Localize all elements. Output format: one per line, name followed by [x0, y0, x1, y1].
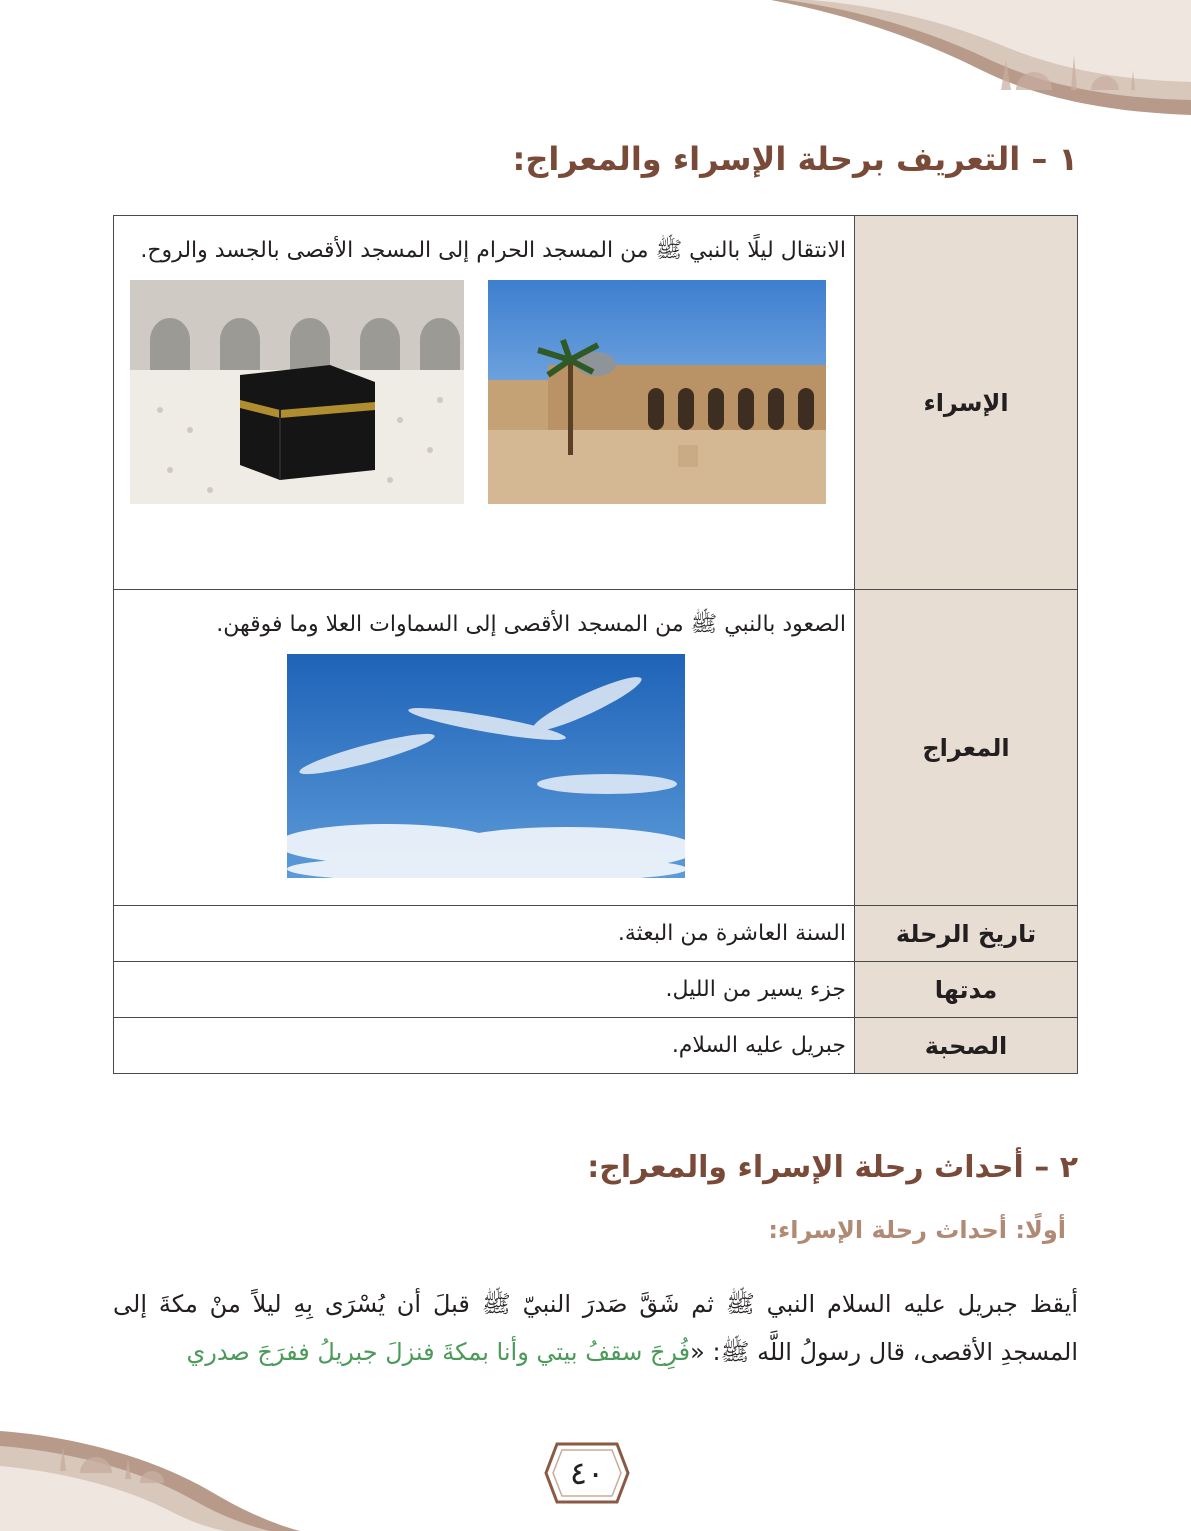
row-label: تاريخ الرحلة — [855, 906, 1078, 962]
row-label: المعراج — [855, 590, 1078, 906]
bottom-corner-ornament — [0, 1421, 300, 1531]
section-1-heading: ١ – التعريف برحلة الإسراء والمعراج: — [512, 140, 1078, 178]
top-corner-ornament — [771, 0, 1191, 115]
isra-definition: الانتقال ليلًا بالنبي ﷺ من المسجد الحرام إلى المسجد الأقصى بالجسد والروح. — [140, 238, 846, 263]
paragraph-text: أيقظ جبريل عليه السلام النبي ﷺ ثم شَقَّ صَدرَ النبيّ ﷺ قبلَ أن يُسْرَى بِهِ ليلاً منْ مكةَ إلى المسجدِ الأقصى، قال رسولُ اللَّه ﷺ: « — [113, 1290, 1078, 1366]
row-content — [114, 590, 855, 906]
row-label: مدتها — [855, 962, 1078, 1018]
body-paragraph — [113, 1280, 1078, 1376]
table-row-miraj — [114, 590, 1078, 906]
al-aqsa-mosque-image — [488, 280, 826, 504]
table-row-duration — [114, 962, 1078, 1018]
row-content: جبريل عليه السلام. — [114, 1018, 855, 1074]
row-content — [114, 216, 855, 590]
sky-clouds-image — [287, 654, 685, 878]
row-label: الصحبة — [855, 1018, 1078, 1074]
row-content: السنة العاشرة من البعثة. — [114, 906, 855, 962]
subsection-heading: أولًا: أحداث رحلة الإسراء: — [768, 1216, 1066, 1244]
row-content: جزء يسير من الليل. — [114, 962, 855, 1018]
table-row-date — [114, 906, 1078, 962]
miraj-definition: الصعود بالنبي ﷺ من المسجد الأقصى إلى السماوات العلا وما فوقهن. — [216, 612, 846, 637]
kaaba-image — [130, 280, 464, 504]
definition-table — [113, 215, 1078, 1074]
table-row-companion — [114, 1018, 1078, 1074]
page-number: ٤٠ — [569, 1454, 605, 1492]
row-label: الإسراء — [855, 216, 1078, 590]
hadith-quote: فُرِجَ سقفُ بيتي وأنا بمكةَ فنزلَ جبريلُ ففرَجَ صدري — [186, 1338, 691, 1366]
page-number-badge — [542, 1436, 632, 1510]
section-2-heading: ٢ – أحداث رحلة الإسراء والمعراج: — [587, 1150, 1078, 1185]
table-row-isra — [114, 216, 1078, 590]
